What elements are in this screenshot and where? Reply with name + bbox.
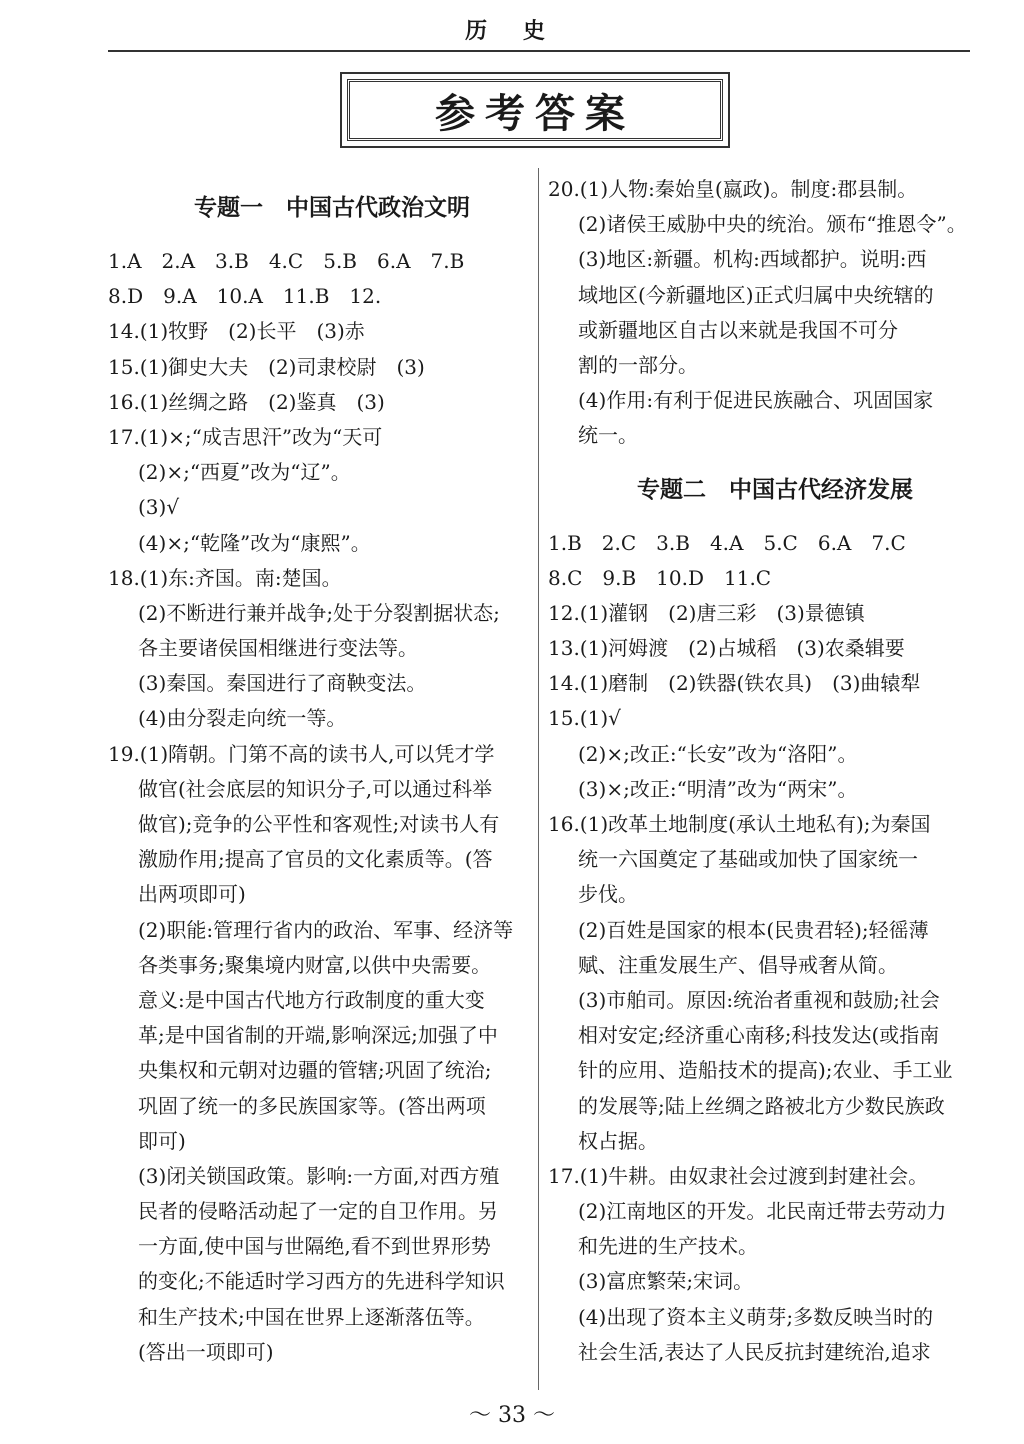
answer-line: 或新疆地区自古以来就是我国不可分	[578, 317, 898, 342]
answer-line: (2)百姓是国家的根本(民贵君轻);轻徭薄	[578, 917, 929, 942]
right-column	[548, 172, 972, 1370]
answer-line: 一方面,使中国与世隔绝,看不到世界形势	[138, 1234, 491, 1259]
answer-line: 18.(1)东:齐国。南:楚国。	[108, 565, 342, 590]
section-title-2: 专题二 中国古代经济发展	[637, 475, 913, 503]
title-frame	[340, 72, 730, 148]
answer-line: 社会生活,表达了人民反抗封建统治,追求	[578, 1339, 931, 1364]
right-answer-lines	[548, 526, 972, 1371]
column-divider	[538, 168, 539, 1390]
answer-line: (2)江南地区的开发。北民南迁带去劳动力	[578, 1199, 947, 1224]
answer-line: 针的应用、造船技术的提高);农业、手工业	[578, 1058, 953, 1083]
answer-line: 各类事务;聚集境内财富,以供中央需要。	[138, 952, 492, 977]
right-top-answer-lines	[548, 172, 972, 454]
answer-line: 17.(1)×;“成吉思汗”改为“天可	[108, 424, 383, 449]
answer-line: 巩固了统一的多民族国家等。(答出两项	[138, 1093, 486, 1118]
answer-line: 14.(1)牧野 (2)长平 (3)赤	[108, 319, 365, 344]
answer-line: 意义:是中国古代地方行政制度的重大变	[138, 987, 485, 1012]
answer-line: (4)×;“乾隆”改为“康熙”。	[138, 530, 371, 555]
answer-line: 相对安定;经济重心南移;科技发达(或指南	[578, 1023, 940, 1048]
answer-line: (2)诸侯王威胁中央的统治。颁布“推恩令”。	[578, 212, 967, 237]
answer-line: (3)富庶繁荣;宋词。	[578, 1269, 754, 1294]
answer-line: 8.D 9.A 10.A 11.B 12.	[108, 284, 382, 309]
answer-line: (2)职能:管理行省内的政治、军事、经济等	[138, 917, 514, 942]
section-title-1: 专题一 中国古代政治文明	[194, 194, 470, 221]
answer-line: 和先进的生产技术。	[578, 1234, 758, 1259]
answer-line: 统一。	[578, 423, 638, 448]
answer-line: 激励作用;提高了官员的文化素质等。(答	[138, 847, 493, 872]
answer-line: 步伐。	[578, 882, 638, 907]
answer-line: (3)秦国。秦国进行了商鞅变法。	[138, 671, 427, 696]
answer-line: (2)不断进行兼并战争;处于分裂割据状态;	[138, 600, 500, 625]
answer-line: 做官(社会底层的知识分子,可以通过科举	[138, 776, 493, 801]
answer-line: 和生产技术;中国在世界上逐渐落伍等。	[138, 1304, 485, 1329]
answer-line: 15.(1)御史大夫 (2)司隶校尉 (3)	[108, 354, 425, 379]
answer-line: 民者的侵略活动起了一定的自卫作用。另	[138, 1199, 498, 1224]
header-rule	[108, 50, 970, 52]
answer-line: (3)闭关锁国政策。影响:一方面,对西方殖	[138, 1163, 500, 1188]
answer-line: (3)地区:新疆。机构:西域都护。说明:西	[578, 247, 927, 272]
answer-line: 出两项即可)	[138, 882, 246, 907]
answer-line: (4)由分裂走向统一等。	[138, 706, 347, 731]
answer-line: 割的一部分。	[578, 352, 698, 377]
answer-line: (2)×;“西夏”改为“辽”。	[138, 460, 351, 485]
answer-line: 12.(1)灌钢 (2)唐三彩 (3)景德镇	[548, 600, 865, 625]
answer-line: (4)作用:有利于促进民族融合、巩固国家	[578, 388, 934, 413]
answer-line: 16.(1)改革土地制度(承认土地私有);为秦国	[548, 812, 931, 836]
left-column	[108, 172, 526, 1370]
answer-line: 16.(1)丝绸之路 (2)鉴真 (3)	[108, 389, 385, 414]
answer-line: (3)√	[138, 495, 180, 520]
answer-line: 15.(1)√	[548, 706, 621, 731]
answer-line: (答出一项即可)	[138, 1339, 274, 1364]
left-answer-lines	[108, 244, 526, 1370]
answer-line: 权占据。	[578, 1128, 658, 1153]
answer-line: 做官);竞争的公平性和客观性;对读书人有	[138, 812, 500, 836]
answer-line: 1.A 2.A 3.B 4.C 5.B 6.A 7.B	[108, 249, 465, 273]
answer-line: 20.(1)人物:秦始皇(嬴政)。制度:郡县制。	[548, 177, 918, 201]
answer-line: 19.(1)隋朝。门第不高的读书人,可以凭才学	[108, 741, 495, 766]
answer-line: 的变化;不能适时学习西方的先进科学知识	[138, 1269, 505, 1294]
answer-line: 的发展等;陆上丝绸之路被北方少数民族政	[578, 1093, 945, 1118]
page-header-subject: 历 史	[465, 18, 559, 44]
answer-line: 统一六国奠定了基础或加快了国家统一	[578, 847, 918, 872]
answer-line: 1.B 2.C 3.B 4.A 5.C 6.A 7.C	[548, 530, 906, 555]
answer-line: 17.(1)牛耕。由奴隶社会过渡到封建社会。	[548, 1163, 929, 1188]
answer-line: (3)×;改正:“明清”改为“两宋”。	[578, 776, 858, 801]
answer-line: 革;是中国省制的开端,影响深远;加强了中	[138, 1023, 498, 1048]
page-number: ～ 33 ～	[469, 1403, 555, 1428]
answer-line: 即可)	[138, 1128, 186, 1153]
answer-line: (3)市舶司。原因:统治者重视和鼓励;社会	[578, 987, 940, 1012]
answer-line: 赋、注重发展生产、倡导戒奢从简。	[578, 952, 898, 977]
answer-line: (4)出现了资本主义萌芽;多数反映当时的	[578, 1304, 934, 1329]
answer-line: 14.(1)磨制 (2)铁器(铁农具) (3)曲辕犁	[548, 671, 921, 696]
answer-line: 8.C 9.B 10.D 11.C	[548, 565, 772, 590]
answer-line: (2)×;改正:“长安”改为“洛阳”。	[578, 741, 858, 766]
answer-line: 域地区(今新疆地区)正式归属中央统辖的	[578, 282, 934, 307]
answer-line: 央集权和元朝对边疆的管辖;巩固了统治;	[138, 1058, 492, 1083]
page-title: 参考答案	[347, 79, 723, 141]
answer-line: 13.(1)河姆渡 (2)占城稻 (3)农桑辑要	[548, 636, 905, 661]
answer-line: 各主要诸侯国相继进行变法等。	[138, 636, 418, 661]
